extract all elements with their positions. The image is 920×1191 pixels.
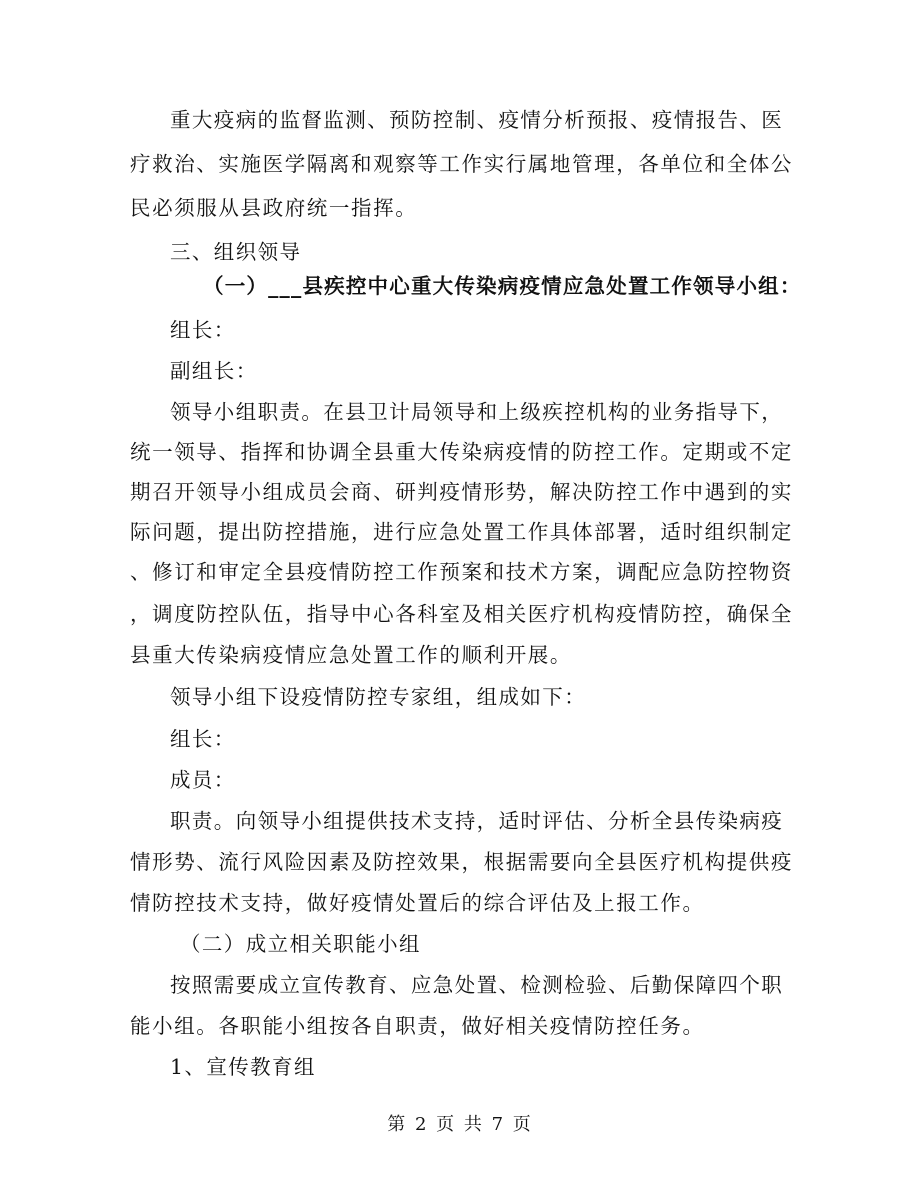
members-label: 成员： (170, 768, 236, 792)
paragraph-line-1: 重大疫病的监督监测、预防控制、疫情分析预报、疫情报告、医 (170, 108, 784, 132)
subsection-heading-1: （一）___县疾控中心重大传染病疫情应急处置工作领导小组： (203, 274, 802, 298)
paragraph-line-11: 际问题，提出防控措施，进行应急处置工作具体部署，适时组织制定 (130, 520, 793, 544)
section-heading: 三、组织领导 (170, 240, 302, 264)
paragraph-line-10: 期召开领导小组成员会商、研判疫情形势，解决防控工作中遇到的实 (130, 480, 793, 504)
paragraph-line-20: 情防控技术支持，做好疫情处置后的综合评估及上报工作。 (130, 891, 705, 915)
subsection-heading-2: （二）成立相关职能小组 (180, 932, 421, 956)
paragraph-line-19: 情形势、流行风险因素及防控效果，根据需要向全县医疗机构提供疫 (130, 850, 793, 874)
expert-leader-label: 组长： (170, 727, 236, 751)
deputy-leader-label: 副组长： (170, 359, 258, 383)
paragraph-line-15: 领导小组下设疫情防控专家组，组成如下： (170, 685, 587, 709)
paragraph-line-2: 疗救治、实施医学隔离和观察等工作实行属地管理，各单位和全体公 (130, 152, 793, 176)
paragraph-line-9: 统一领导、指挥和协调全县重大传染病疫情的防控工作。定期或不定 (130, 440, 793, 464)
paragraph-line-8: 领导小组职责。在县卫计局领导和上级疾控机构的业务指导下， (170, 400, 784, 424)
paragraph-line-3: 民必须服从县政府统一指挥。 (130, 196, 418, 220)
paragraph-line-12: 、修订和审定全县疫情防控工作预案和技术方案，调配应急防控物资 (130, 560, 793, 584)
paragraph-line-14: 县重大传染病疫情应急处置工作的顺利开展。 (130, 643, 572, 667)
paragraph-line-18: 职责。向领导小组提供技术支持，适时评估、分析全县传染病疫 (170, 809, 784, 833)
paragraph-line-22: 按照需要成立宣传教育、应急处置、检测检验、后勤保障四个职 (170, 973, 784, 997)
leader-label: 组长： (170, 318, 236, 342)
paragraph-line-13: ，调度防控队伍，指导中心各科室及相关医疗机构疫情防控，确保全 (130, 602, 793, 626)
list-item-heading: 1、宣传教育组 (170, 1055, 316, 1079)
paragraph-line-23: 能小组。各职能小组按各自职责，做好相关疫情防控任务。 (130, 1014, 705, 1038)
page-number: 第 2 页 共 7 页 (387, 1114, 533, 1135)
